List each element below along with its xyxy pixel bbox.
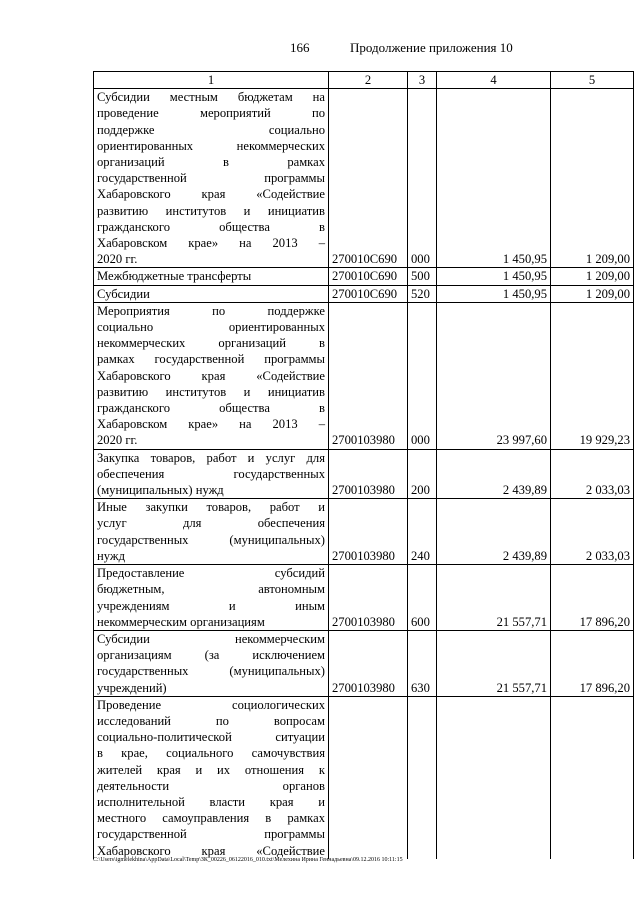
table-row <box>94 565 634 631</box>
amount-col4-cell: 1 450,95 <box>437 285 551 302</box>
csr-code-cell: 2700103980 <box>329 302 408 449</box>
amount-col5-cell: 1 209,00 <box>551 285 634 302</box>
row-name-line: Субсидии некоммерческим <box>97 631 325 646</box>
row-name-line: развитию институтов и инициатив <box>97 384 325 399</box>
row-name-line: исполнительной власти края и <box>97 794 325 809</box>
table-row <box>94 302 634 449</box>
amount-col4-cell: 21 557,71 <box>437 565 551 631</box>
row-name-cell <box>94 696 329 859</box>
amount-col4-cell: 2 439,89 <box>437 449 551 499</box>
row-name-line: Хабаровского края «Содействие <box>97 843 325 858</box>
row-name-line: гражданского общества в <box>97 219 325 234</box>
row-name-line: государственных (муниципальных) <box>97 664 325 679</box>
row-name-line: Хабаровского края «Содействие <box>97 187 325 202</box>
row-name-line: Мероприятия по поддержке <box>97 303 325 318</box>
csr-code-cell: 270010С690 <box>329 268 408 285</box>
row-name-line: учреждений) <box>97 680 167 695</box>
row-name-cell <box>94 565 329 631</box>
vr-code-cell: 520 <box>408 285 437 302</box>
column-header-2: 2 <box>329 72 408 89</box>
vr-code-cell: 000 <box>408 302 437 449</box>
table-row <box>94 630 634 696</box>
row-name-line: исследований по вопросам <box>97 713 325 728</box>
row-name-line: развитию институтов и инициатив <box>97 203 325 218</box>
row-name-line: в крае, социального самочувствия <box>97 746 325 761</box>
csr-code-cell: 2700103980 <box>329 630 408 696</box>
amount-col5-cell <box>551 696 634 859</box>
amount-col5-cell: 1 209,00 <box>551 89 634 268</box>
table-row <box>94 268 634 285</box>
row-name-cell <box>94 499 329 565</box>
csr-code-cell: 270010С690 <box>329 285 408 302</box>
row-name-line: бюджетным, автономным <box>97 582 325 597</box>
column-number-row <box>94 72 634 89</box>
amount-col5-cell: 17 896,20 <box>551 630 634 696</box>
row-name-line: жителей края и их отношения к <box>97 762 325 777</box>
csr-code-cell: 2700103980 <box>329 449 408 499</box>
column-header-5: 5 <box>551 72 634 89</box>
row-name-line: Хабаровского края «Содействие <box>97 368 325 383</box>
row-name-line: услуг для обеспечения <box>97 516 325 531</box>
amount-col4-cell: 1 450,95 <box>437 268 551 285</box>
amount-col4-cell: 2 439,89 <box>437 499 551 565</box>
row-name-line: (муниципальных) нужд <box>97 483 224 498</box>
row-name-line: социально-политической ситуации <box>97 730 325 745</box>
table-body <box>94 89 634 859</box>
amount-col4-cell: 21 557,71 <box>437 630 551 696</box>
table-row <box>94 449 634 499</box>
table-row <box>94 499 634 565</box>
row-name-line: 2020 гг. <box>97 433 138 448</box>
csr-code-cell: 2700103980 <box>329 565 408 631</box>
amount-col5-cell: 17 896,20 <box>551 565 634 631</box>
table-row <box>94 696 634 859</box>
csr-code-cell: 2700103980 <box>329 499 408 565</box>
page-number: 166 <box>290 40 310 55</box>
row-name-line: гражданского общества в <box>97 401 325 416</box>
vr-code-cell: 630 <box>408 630 437 696</box>
row-name-line: государственной программы <box>97 827 325 842</box>
row-name-line: государственной программы <box>97 171 325 186</box>
amount-col5-cell: 19 929,23 <box>551 302 634 449</box>
vr-code-cell: 500 <box>408 268 437 285</box>
row-name-cell <box>94 268 329 285</box>
file-path-footer: C:\Users\igmelekhina\AppData\Local\Temp\ЗК_00226_06122016_010.txt\Мелехина Ирина Геннадьевна\09.12.2016 10:11:15 <box>93 857 403 863</box>
csr-code-cell: 270010С690 <box>329 89 408 268</box>
budget-table <box>93 71 634 859</box>
vr-code-cell: 600 <box>408 565 437 631</box>
amount-col4-cell <box>437 696 551 859</box>
row-name-cell <box>94 285 329 302</box>
row-name-line: организаций в рамках <box>97 155 325 170</box>
amount-col4-cell: 23 997,60 <box>437 302 551 449</box>
amount-col5-cell: 1 209,00 <box>551 268 634 285</box>
row-name-line: Иные закупки товаров, работ и <box>97 500 325 515</box>
row-name-line: Хабаровском крае» на 2013 – <box>97 417 325 432</box>
vr-code-cell <box>408 696 437 859</box>
vr-code-cell: 000 <box>408 89 437 268</box>
vr-code-cell: 240 <box>408 499 437 565</box>
row-name-line: 2020 гг. <box>97 252 138 267</box>
csr-code-cell <box>329 696 408 859</box>
row-name-line: проведение мероприятий по <box>97 106 325 121</box>
table-header <box>94 72 634 89</box>
column-header-3: 3 <box>408 72 437 89</box>
amount-col5-cell: 2 033,03 <box>551 499 634 565</box>
table-row <box>94 285 634 302</box>
row-name-line: обеспечения государственных <box>97 466 325 481</box>
row-name-line: нужд <box>97 548 125 563</box>
row-name-cell <box>94 89 329 268</box>
row-name-line: социально ориентированных <box>97 320 325 335</box>
row-name-cell <box>94 630 329 696</box>
table-row <box>94 89 634 268</box>
row-name-line: деятельности органов <box>97 778 325 793</box>
row-name-line: государственных (муниципальных) <box>97 532 325 547</box>
row-name-line: поддержке социально <box>97 122 325 137</box>
row-name-line: ориентированных некоммерческих <box>97 138 325 153</box>
row-name-line: организациям (за исключением <box>97 648 325 663</box>
row-name-line: Проведение социологических <box>97 697 325 712</box>
appendix-continuation-title: Продолжение приложения 10 <box>350 40 513 55</box>
row-name-line: Субсидии местным бюджетам на <box>97 90 325 105</box>
row-name-line: Закупка товаров, работ и услуг для <box>97 450 325 465</box>
column-header-4: 4 <box>437 72 551 89</box>
vr-code-cell: 200 <box>408 449 437 499</box>
row-name-line: местного самоуправления в рамках <box>97 811 325 826</box>
row-name-line: Хабаровском крае» на 2013 – <box>97 236 325 251</box>
row-name-line: учреждениям и иным <box>97 598 325 613</box>
row-name-cell <box>94 302 329 449</box>
amount-col4-cell: 1 450,95 <box>437 89 551 268</box>
row-name-line: рамках государственной программы <box>97 352 325 367</box>
row-name-line: некоммерческих организаций в <box>97 336 325 351</box>
row-name-line: некоммерческим организациям <box>97 614 265 629</box>
amount-col5-cell: 2 033,03 <box>551 449 634 499</box>
row-name-cell <box>94 449 329 499</box>
column-header-1: 1 <box>94 72 329 89</box>
row-name-line: Субсидии <box>97 286 150 301</box>
row-name-line: Предоставление субсидий <box>97 566 325 581</box>
row-name-line: Межбюджетные трансферты <box>97 269 252 284</box>
